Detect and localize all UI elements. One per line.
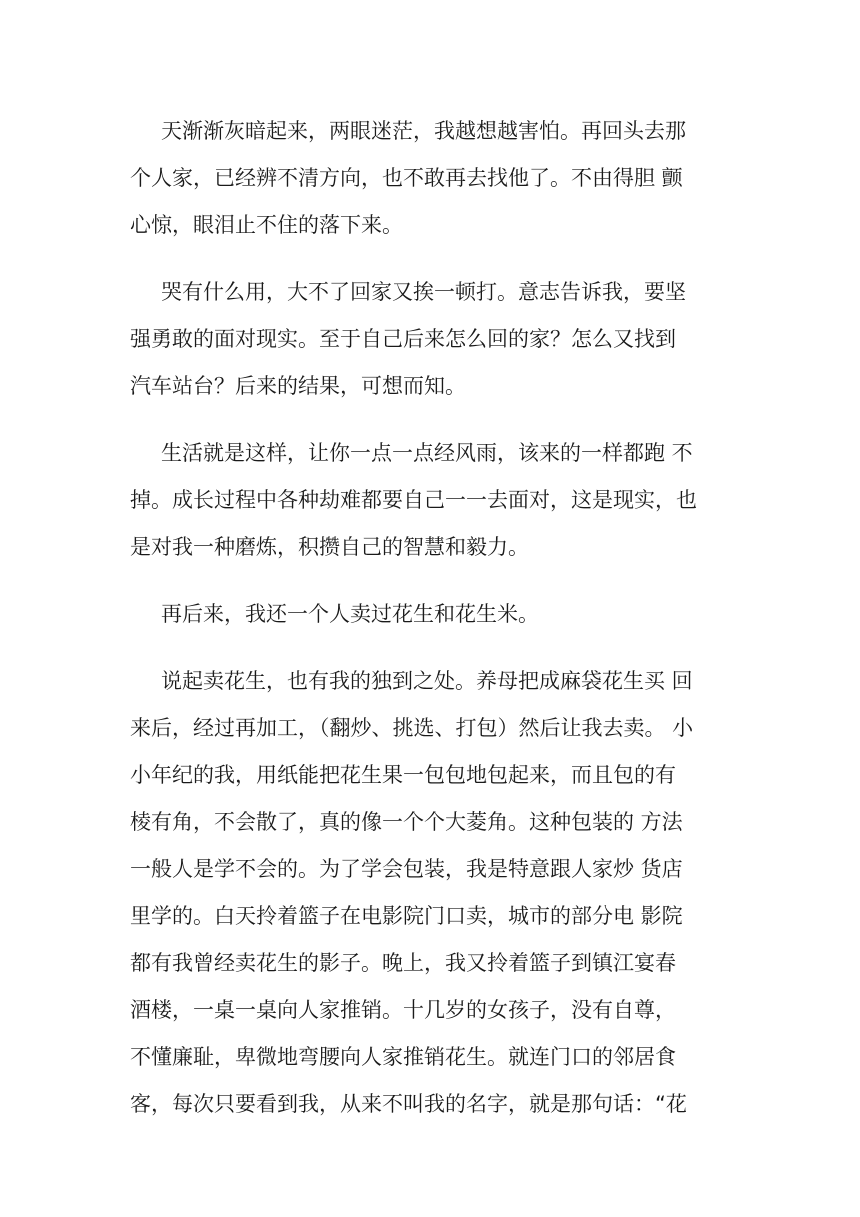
paragraph-2 <box>130 269 730 410</box>
text-line: 客，每次只要看到我，从来不叫我的名字，就是那句话：“花 <box>130 1092 687 1116</box>
text-line: 都有我曾经卖花生的影子。晚上，我又拎着篮子到镇江宴春 <box>130 951 676 975</box>
text-line: 里学的。白天拎着篮子在电影院门口卖，城市的部分电 影院 <box>130 904 683 928</box>
text-line: 生活就是这样，让你一点一点经风雨，该来的一样都跑 不 <box>161 441 693 465</box>
paragraph-5 <box>130 658 730 1128</box>
text-line: 心惊，眼泪止不住的落下来。 <box>130 213 403 237</box>
text-line: 酒楼，一桌一桌向人家推销。十几岁的女孩子，没有自尊， <box>130 998 676 1022</box>
text-line: 强勇敢的面对现实。至于自己后来怎么回的家？怎么又找到 <box>130 327 676 351</box>
text-line: 再后来，我还一个人卖过花生和花生米。 <box>161 602 539 626</box>
paragraph-3 <box>130 430 730 571</box>
text-line: 个人家，已经辨不清方向，也不敢再去找他了。不由得胆 颤 <box>130 166 683 190</box>
text-line: 棱有角，不会散了，真的像一个个大菱角。这种包装的 方法 <box>130 810 683 834</box>
text-line: 天渐渐灰暗起来，两眼迷茫，我越想越害怕。再回头去那 <box>161 119 686 143</box>
paragraph-1 <box>130 108 730 249</box>
text-line: 哭有什么用，大不了回家又挨一顿打。意志告诉我，要坚 <box>161 280 686 304</box>
paragraph-4 <box>130 591 730 638</box>
text-line: 小年纪的我，用纸能把花生果一包包地包起来，而且包的有 <box>130 763 676 787</box>
text-line: 说起卖花生，也有我的独到之处。养母把成麻袋花生买 回 <box>161 669 693 693</box>
text-line: 一般人是学不会的。为了学会包装，我是特意跟人家炒 货店 <box>130 857 683 881</box>
text-line: 是对我一种磨炼，积攒自己的智慧和毅力。 <box>130 535 529 559</box>
body-text <box>130 108 730 1148</box>
text-line: 掉。成长过程中各种劫难都要自己一一去面对，这是现实，也 <box>130 488 697 512</box>
text-line: 来后，经过再加工，（翻炒、挑选、打包）然后让我去卖。 小 <box>130 716 694 740</box>
text-line: 不懂廉耻，卑微地弯腰向人家推销花生。就连门口的邻居食 <box>130 1045 676 1069</box>
text-line: 汽车站台？后来的结果，可想而知。 <box>130 374 466 398</box>
